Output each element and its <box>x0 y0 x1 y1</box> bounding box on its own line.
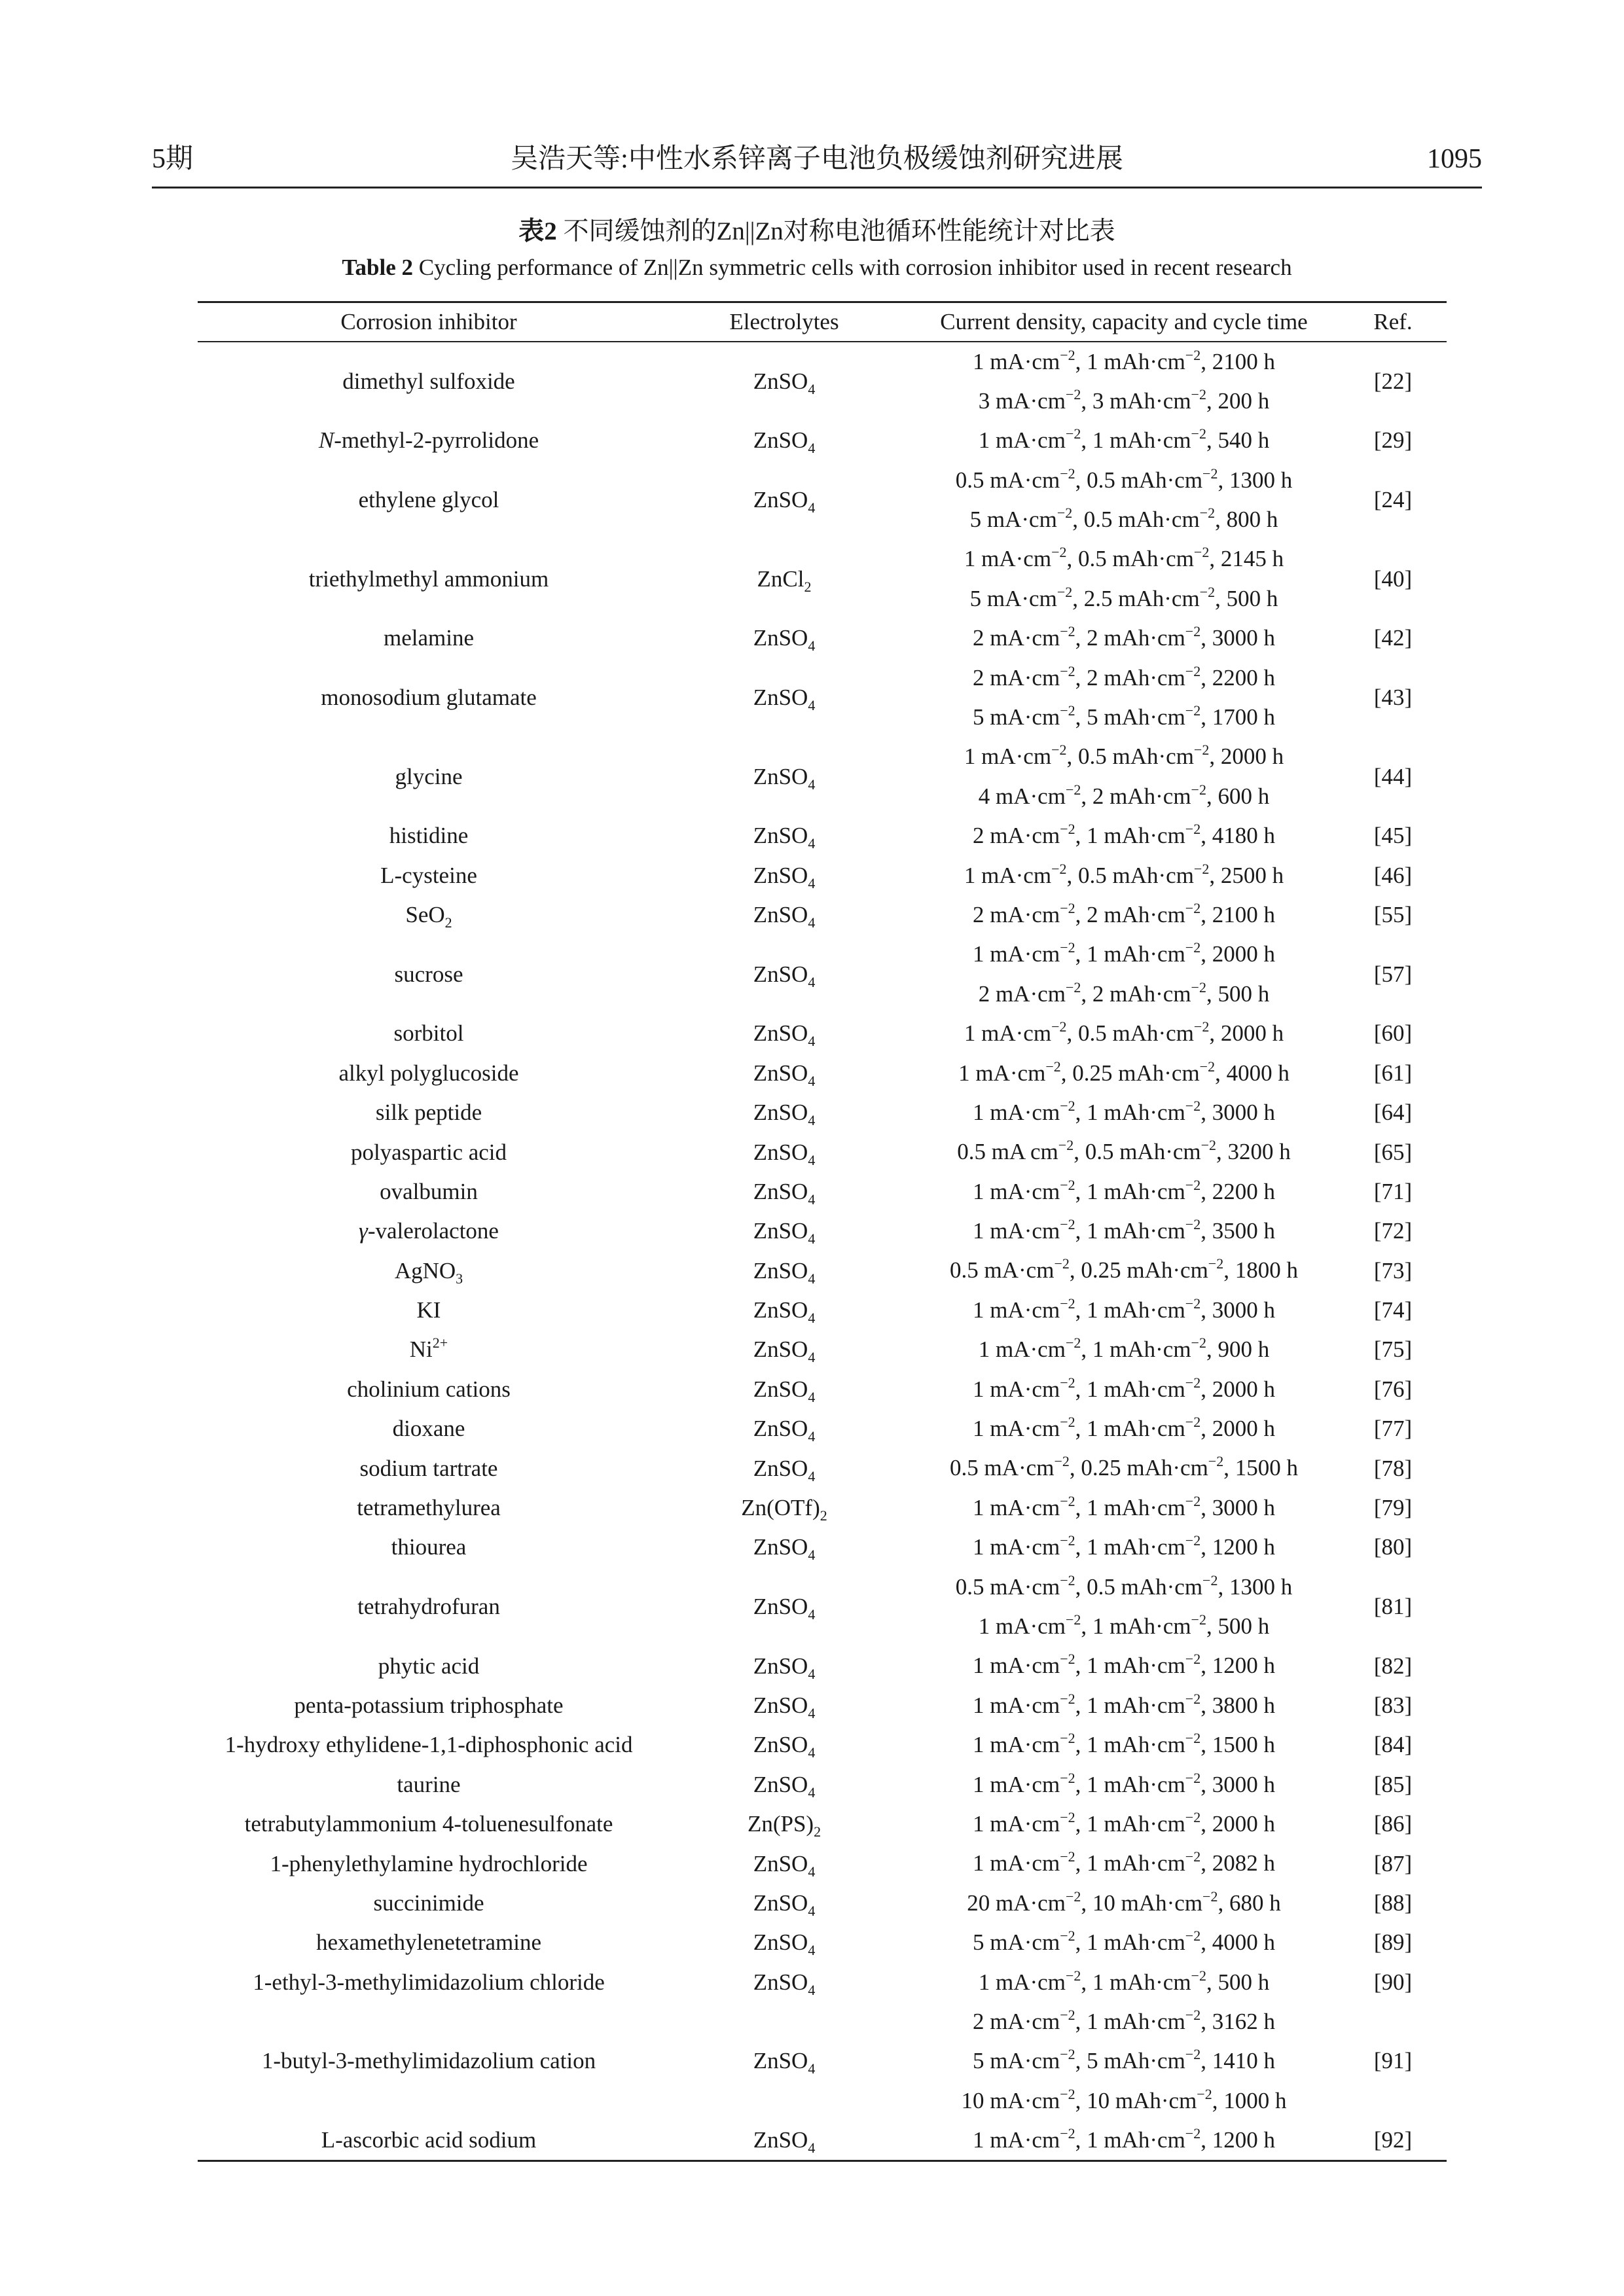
inhibitor-cell: SeO$_2$ <box>405 902 452 931</box>
electrolyte-cell: ZnSO$_4$ <box>753 2127 816 2157</box>
condition-line: 20 $mA\cdot cm^{-2}$, 10 $mAh\cdot cm^{-2}$, 680 h <box>967 1888 1281 1916</box>
ref-cell: [40] <box>1373 565 1413 592</box>
inhibitor-cell: γ-valerolactone <box>359 1218 499 1244</box>
ref-cell: [64] <box>1373 1100 1413 1126</box>
conditions-cell <box>909 1409 1339 1448</box>
conditions-cell <box>909 816 1339 855</box>
electrolyte-cell: ZnSO$_4$ <box>753 368 816 397</box>
conditions-cell <box>909 1963 1339 2002</box>
inhibitor-cell: taurine <box>397 1771 461 1797</box>
condition-line: 1 $mA\cdot cm^{-2}$, 1 $mAh\cdot cm^{-2}$, 500 h <box>978 1967 1270 1995</box>
conditions-cell <box>909 1568 1339 1647</box>
ref-cell: [61] <box>1373 1060 1413 1086</box>
table-row <box>198 1448 1447 1488</box>
ref-cell: [84] <box>1373 1732 1413 1758</box>
electrolyte-cell: ZnSO$_4$ <box>753 1653 816 1682</box>
ref-cell: [82] <box>1373 1653 1413 1679</box>
condition-line: 1 $mA\cdot cm^{-2}$, 1 $mAh\cdot cm^{-2}$, 2000 h <box>973 1414 1275 1442</box>
ref-cell: [71] <box>1373 1178 1413 1204</box>
electrolyte-cell: ZnSO$_4$ <box>753 1969 816 1998</box>
running-head <box>152 141 1482 188</box>
condition-line: 0.5 $mA\cdot cm^{-2}$, 0.25 $mAh\cdot cm^{-2}$, 1500 h <box>950 1453 1298 1481</box>
table-row <box>198 895 1447 935</box>
inhibitor-cell: L-ascorbic acid sodium <box>321 2127 537 2153</box>
table-row <box>198 539 1447 619</box>
table-row <box>198 461 1447 540</box>
conditions-cell <box>909 1528 1339 1567</box>
condition-line: 10 $mA\cdot cm^{-2}$, 10 $mAh\cdot cm^{-2}$, 1000 h <box>961 2085 1287 2113</box>
conditions-cell <box>909 2121 1339 2161</box>
inhibitor-cell: ovalbumin <box>380 1178 478 1204</box>
conditions-cell <box>909 1211 1339 1251</box>
condition-line: 1 $mA\cdot cm^{-2}$, 0.5 $mAh\cdot cm^{-2}$, 2145 h <box>964 544 1284 572</box>
ref-cell: [57] <box>1373 961 1413 987</box>
table-row <box>198 2002 1447 2121</box>
ref-cell: [22] <box>1373 368 1413 394</box>
condition-line: 2 $mA\cdot cm^{-2}$, 2 $mAh\cdot cm^{-2}$, 500 h <box>978 978 1270 1007</box>
conditions-cell <box>909 1884 1339 1923</box>
conditions-cell <box>909 737 1339 816</box>
condition-line: 1 $mA\cdot cm^{-2}$, 1 $mAh\cdot cm^{-2}$, 1200 h <box>973 1651 1275 1679</box>
ref-cell: [77] <box>1373 1416 1413 1442</box>
performance-table <box>198 301 1447 2162</box>
condition-line: 1 $mA\cdot cm^{-2}$, 1 $mAh\cdot cm^{-2}$, 2100 h <box>973 346 1275 374</box>
table-row <box>198 1251 1447 1290</box>
conditions-cell <box>909 1132 1339 1172</box>
inhibitor-cell: hexamethylenetetramine <box>316 1929 541 1956</box>
ref-cell: [60] <box>1373 1020 1413 1047</box>
table-caption-chinese: 表2 不同缓蚀剂的Zn||Zn对称电池循环性能统计对比表 <box>518 217 1115 245</box>
electrolyte-cell: ZnSO$_4$ <box>753 2048 816 2077</box>
ref-cell: [74] <box>1373 1297 1413 1323</box>
table-row <box>198 1370 1447 1409</box>
inhibitor-cell: triethylmethyl ammonium <box>308 565 549 592</box>
ref-cell: [44] <box>1373 763 1413 789</box>
electrolyte-cell: ZnSO$_4$ <box>753 487 816 516</box>
inhibitor-cell: phytic acid <box>378 1653 480 1679</box>
condition-line: 5 $mA\cdot cm^{-2}$, 1 $mAh\cdot cm^{-2}$, 4000 h <box>973 1928 1275 1956</box>
conditions-cell <box>909 1291 1339 1330</box>
condition-line: 1 $mA\cdot cm^{-2}$, 1 $mAh\cdot cm^{-2}$, 540 h <box>978 425 1270 454</box>
electrolyte-cell: $Zn(PS)_2$ <box>747 1811 821 1840</box>
ref-cell: [86] <box>1373 1811 1413 1837</box>
table-row <box>198 1646 1447 1685</box>
table-row <box>198 1568 1447 1647</box>
condition-line: 1 $mA\cdot cm^{-2}$, 0.5 $mAh\cdot cm^{-2}$, 2000 h <box>964 742 1284 770</box>
condition-line: 5 $mA\cdot cm^{-2}$, 5 $mAh\cdot cm^{-2}$, 1410 h <box>973 2046 1275 2074</box>
conditions-cell <box>909 461 1339 540</box>
table-row <box>198 1291 1447 1330</box>
inhibitor-cell: 1-ethyl-3-methylimidazolium chloride <box>253 1969 605 1995</box>
table-row <box>198 658 1447 738</box>
condition-line: 2 $mA\cdot cm^{-2}$, 2 $mAh\cdot cm^{-2}$, 2200 h <box>973 662 1275 691</box>
table-row <box>198 1884 1447 1923</box>
ref-cell: [46] <box>1373 862 1413 888</box>
table-row <box>198 816 1447 855</box>
electrolyte-cell: ZnSO$_4$ <box>753 685 816 714</box>
electrolyte-cell: ZnSO$_4$ <box>753 1139 816 1168</box>
issue-number: 5期 <box>152 144 194 174</box>
table-row <box>198 1765 1447 1804</box>
inhibitor-cell: N-methyl-2-pyrrolidone <box>318 427 539 454</box>
electrolyte-cell: ZnSO$_4$ <box>753 1060 816 1089</box>
conditions-cell <box>909 1251 1339 1290</box>
condition-line: 1 $mA\cdot cm^{-2}$, 1 $mAh\cdot cm^{-2}$, 900 h <box>978 1335 1270 1363</box>
header-electrolytes: Electrolytes <box>729 308 839 334</box>
inhibitor-cell: glycine <box>395 763 463 789</box>
ref-cell: [75] <box>1373 1336 1413 1363</box>
ref-cell: [55] <box>1373 902 1413 928</box>
ref-cell: [90] <box>1373 1969 1413 1995</box>
condition-line: 1 $mA\cdot cm^{-2}$, 0.5 $mAh\cdot cm^{-2}$, 2000 h <box>964 1018 1284 1047</box>
table-row <box>198 342 1447 422</box>
conditions-cell <box>909 658 1339 738</box>
inhibitor-cell: tetramethylurea <box>357 1495 501 1521</box>
ref-cell: [42] <box>1373 625 1413 651</box>
header-ref: Ref. <box>1373 308 1413 334</box>
electrolyte-cell: ZnSO$_4$ <box>753 625 816 655</box>
conditions-cell <box>909 1765 1339 1804</box>
running-title: 吴浩天等:中性水系锌离子电池负极缓蚀剂研究进展 <box>511 144 1123 174</box>
table-row <box>198 1923 1447 1962</box>
condition-line: 0.5 $mA\cdot cm^{-2}$, 0.5 $mAh\cdot cm^{-2}$, 1300 h <box>955 1571 1293 1600</box>
inhibitor-cell: $Ni^{2+}$ <box>409 1335 448 1363</box>
table-row <box>198 1686 1447 1725</box>
electrolyte-cell: ZnSO$_4$ <box>753 862 816 891</box>
electrolyte-cell: ZnSO$_4$ <box>753 1850 816 1880</box>
conditions-cell <box>909 1686 1339 1725</box>
ref-cell: [29] <box>1373 427 1413 454</box>
electrolyte-cell: ZnCl$_2$ <box>757 565 812 595</box>
table-row <box>198 737 1447 816</box>
electrolyte-cell: ZnSO$_4$ <box>753 1594 816 1623</box>
inhibitor-cell: histidine <box>389 823 469 849</box>
conditions-cell <box>909 1923 1339 1962</box>
condition-line: 2 $mA\cdot cm^{-2}$, 2 $mAh\cdot cm^{-2}$, 2100 h <box>973 899 1275 927</box>
conditions-cell <box>909 1330 1339 1369</box>
condition-line: 1 $mA\cdot cm^{-2}$, 1 $mAh\cdot cm^{-2}$, 3000 h <box>973 1097 1275 1125</box>
ref-cell: [92] <box>1373 2127 1413 2153</box>
electrolyte-cell: ZnSO$_4$ <box>753 902 816 931</box>
table-row <box>198 1014 1447 1053</box>
ref-cell: [83] <box>1373 1692 1413 1718</box>
inhibitor-cell: dimethyl sulfoxide <box>342 368 515 394</box>
electrolyte-cell: ZnSO$_4$ <box>753 1534 816 1564</box>
ref-cell: [89] <box>1373 1929 1413 1956</box>
condition-line: 1 $mA\cdot cm^{-2}$, 1 $mAh\cdot cm^{-2}$, 2000 h <box>973 1374 1275 1402</box>
table-row <box>198 1172 1447 1211</box>
table-row <box>198 1725 1447 1765</box>
ref-cell: [80] <box>1373 1534 1413 1560</box>
inhibitor-cell: AgNO$_3$ <box>394 1257 463 1287</box>
page-number: 1095 <box>1427 144 1482 174</box>
conditions-cell <box>909 539 1339 619</box>
ref-cell: [88] <box>1373 1890 1413 1916</box>
condition-line: 1 $mA\cdot cm^{-2}$, 0.25 $mAh\cdot cm^{-2}$, 4000 h <box>958 1058 1290 1086</box>
electrolyte-cell: ZnSO$_4$ <box>753 823 816 852</box>
condition-line: 1 $mA\cdot cm^{-2}$, 1 $mAh\cdot cm^{-2}$, 1200 h <box>973 1532 1275 1560</box>
condition-line: 2 $mA\cdot cm^{-2}$, 2 $mAh\cdot cm^{-2}$, 3000 h <box>973 623 1275 651</box>
table-row <box>198 619 1447 658</box>
condition-line: 1 $mA\cdot cm^{-2}$, 1 $mAh\cdot cm^{-2}$, 2200 h <box>973 1176 1275 1204</box>
header-corrosion-inhibitor: Corrosion inhibitor <box>340 308 517 334</box>
conditions-cell <box>909 421 1339 460</box>
conditions-cell <box>909 1172 1339 1211</box>
table-row <box>198 1488 1447 1528</box>
condition-line: 1 $mA\cdot cm^{-2}$, 1 $mAh\cdot cm^{-2}$, 3000 h <box>973 1295 1275 1323</box>
table-row <box>198 1844 1447 1883</box>
conditions-cell <box>909 1093 1339 1132</box>
condition-line: 1 $mA\cdot cm^{-2}$, 1 $mAh\cdot cm^{-2}$, 2082 h <box>973 1848 1275 1876</box>
conditions-cell <box>909 1448 1339 1488</box>
condition-line: 4 $mA\cdot cm^{-2}$, 2 $mAh\cdot cm^{-2}$, 600 h <box>978 781 1270 809</box>
conditions-cell <box>909 2002 1339 2121</box>
conditions-cell <box>909 935 1339 1014</box>
condition-line: 5 $mA\cdot cm^{-2}$, 5 $mAh\cdot cm^{-2}$, 1700 h <box>973 702 1275 730</box>
inhibitor-cell: tetrabutylammonium 4-toluenesulfonate <box>244 1811 613 1837</box>
ref-cell: [85] <box>1373 1771 1413 1797</box>
condition-line: 1 $mA\cdot cm^{-2}$, 1 $mAh\cdot cm^{-2}$, 3000 h <box>973 1492 1275 1520</box>
inhibitor-cell: alkyl polyglucoside <box>338 1060 519 1086</box>
conditions-cell <box>909 1804 1339 1844</box>
ref-cell: [43] <box>1373 685 1413 711</box>
inhibitor-cell: 1-hydroxy ethylidene-1,1-diphosphonic acid <box>225 1732 633 1758</box>
condition-line: 5 $mA\cdot cm^{-2}$, 0.5 $mAh\cdot cm^{-2}$, 800 h <box>969 505 1278 533</box>
inhibitor-cell: 1-butyl-3-methylimidazolium cation <box>261 2048 596 2074</box>
condition-line: 0.5 mA $cm^{-2}$, 0.5 $mAh\cdot cm^{-2}$, 3200 h <box>957 1137 1291 1165</box>
inhibitor-cell: monosodium glutamate <box>321 685 537 711</box>
ref-cell: [81] <box>1373 1594 1413 1619</box>
condition-line: 1 $mA\cdot cm^{-2}$, 0.5 $mAh\cdot cm^{-2}$, 2500 h <box>964 860 1284 888</box>
conditions-cell <box>909 895 1339 935</box>
electrolyte-cell: ZnSO$_4$ <box>753 1218 816 1247</box>
electrolyte-cell: ZnSO$_4$ <box>753 1455 816 1484</box>
electrolyte-cell: ZnSO$_4$ <box>753 1376 816 1405</box>
table-row <box>198 2121 1447 2161</box>
electrolyte-cell: ZnSO$_4$ <box>753 1929 816 1959</box>
ref-cell: [78] <box>1373 1455 1413 1481</box>
electrolyte-cell: ZnSO$_4$ <box>753 1257 816 1287</box>
ref-cell: [65] <box>1373 1139 1413 1165</box>
condition-line: 2 $mA\cdot cm^{-2}$, 1 $mAh\cdot cm^{-2}$, 4180 h <box>973 821 1275 849</box>
condition-line: 1 $mA\cdot cm^{-2}$, 1 $mAh\cdot cm^{-2}$, 500 h <box>978 1611 1270 1639</box>
electrolyte-cell: ZnSO$_4$ <box>753 1732 816 1761</box>
electrolyte-cell: ZnSO$_4$ <box>753 763 816 793</box>
table-header-row <box>198 302 1447 342</box>
conditions-cell <box>909 1488 1339 1528</box>
inhibitor-cell: succinimide <box>373 1890 484 1916</box>
inhibitor-cell: thiourea <box>391 1534 467 1560</box>
table-row <box>198 1054 1447 1093</box>
electrolyte-cell: ZnSO$_4$ <box>753 961 816 990</box>
conditions-cell <box>909 1014 1339 1053</box>
table-row <box>198 1409 1447 1448</box>
inhibitor-cell: melamine <box>383 625 474 651</box>
ref-cell: [72] <box>1373 1218 1413 1244</box>
electrolyte-cell: ZnSO$_4$ <box>753 1297 816 1327</box>
inhibitor-cell: cholinium cations <box>347 1376 511 1402</box>
condition-line: 2 $mA\cdot cm^{-2}$, 1 $mAh\cdot cm^{-2}$, 3162 h <box>973 2006 1275 2034</box>
table-row <box>198 421 1447 460</box>
table-row <box>198 1211 1447 1251</box>
inhibitor-cell: sodium tartrate <box>359 1455 498 1481</box>
condition-line: 1 $mA\cdot cm^{-2}$, 1 $mAh\cdot cm^{-2}$, 1500 h <box>973 1730 1275 1758</box>
conditions-cell <box>909 856 1339 895</box>
electrolyte-cell: $Zn(OTf)_2$ <box>741 1495 827 1524</box>
condition-line: 5 $mA\cdot cm^{-2}$, 2.5 $mAh\cdot cm^{-2}$, 500 h <box>969 583 1278 611</box>
conditions-cell <box>909 1844 1339 1883</box>
condition-line: 1 $mA\cdot cm^{-2}$, 1 $mAh\cdot cm^{-2}$, 2000 h <box>973 939 1275 967</box>
conditions-cell <box>909 1054 1339 1093</box>
conditions-cell <box>909 1725 1339 1765</box>
condition-line: 3 $mA\cdot cm^{-2}$, 3 $mAh\cdot cm^{-2}$, 200 h <box>978 386 1270 414</box>
inhibitor-cell: tetrahydrofuran <box>357 1594 500 1619</box>
condition-line: 1 $mA\cdot cm^{-2}$, 1 $mAh\cdot cm^{-2}$, 3500 h <box>973 1216 1275 1244</box>
inhibitor-cell: 1-phenylethylamine hydrochloride <box>270 1850 588 1876</box>
condition-line: 1 $mA\cdot cm^{-2}$, 1 $mAh\cdot cm^{-2}$, 3000 h <box>973 1769 1275 1797</box>
electrolyte-cell: ZnSO$_4$ <box>753 1336 816 1366</box>
header-conditions: Current density, capacity and cycle time <box>940 308 1308 334</box>
electrolyte-cell: ZnSO$_4$ <box>753 1020 816 1050</box>
inhibitor-cell: ethylene glycol <box>358 487 499 513</box>
ref-cell: [24] <box>1373 487 1413 513</box>
table-body <box>198 342 1447 2161</box>
inhibitor-cell: polyaspartic acid <box>350 1139 507 1165</box>
inhibitor-cell: penta-potassium triphosphate <box>294 1692 564 1718</box>
ref-cell: [87] <box>1373 1850 1413 1876</box>
electrolyte-cell: ZnSO$_4$ <box>753 1771 816 1801</box>
table-row <box>198 1093 1447 1132</box>
table-caption-english: Table 2 Cycling performance of Zn||Zn symmetric cells with corrosion inhibitor used in recent research <box>342 255 1292 280</box>
table-row <box>198 1963 1447 2002</box>
ref-cell: [45] <box>1373 823 1413 849</box>
inhibitor-cell: silk peptide <box>375 1100 482 1126</box>
condition-line: 1 $mA\cdot cm^{-2}$, 1 $mAh\cdot cm^{-2}$, 2000 h <box>973 1808 1275 1837</box>
table-row <box>198 856 1447 895</box>
electrolyte-cell: ZnSO$_4$ <box>753 1416 816 1445</box>
condition-line: 1 $mA\cdot cm^{-2}$, 1 $mAh\cdot cm^{-2}$, 3800 h <box>973 1690 1275 1718</box>
condition-line: 1 $mA\cdot cm^{-2}$, 1 $mAh\cdot cm^{-2}$, 1200 h <box>973 2125 1275 2153</box>
conditions-cell <box>909 1646 1339 1685</box>
electrolyte-cell: ZnSO$_4$ <box>753 427 816 457</box>
inhibitor-cell: sucrose <box>394 961 463 987</box>
electrolyte-cell: ZnSO$_4$ <box>753 1178 816 1208</box>
inhibitor-cell: sorbitol <box>393 1020 464 1047</box>
inhibitor-cell: dioxane <box>392 1416 465 1442</box>
table-row <box>198 935 1447 1014</box>
ref-cell: [79] <box>1373 1495 1413 1521</box>
conditions-cell <box>909 619 1339 658</box>
inhibitor-cell: KI <box>416 1297 441 1323</box>
ref-cell: [73] <box>1373 1257 1413 1283</box>
condition-line: 0.5 $mA\cdot cm^{-2}$, 0.25 $mAh\cdot cm^{-2}$, 1800 h <box>950 1255 1298 1283</box>
table-row <box>198 1330 1447 1369</box>
ref-cell: [91] <box>1373 2048 1413 2074</box>
conditions-cell <box>909 342 1339 422</box>
ref-cell: [76] <box>1373 1376 1413 1402</box>
table-row <box>198 1132 1447 1172</box>
electrolyte-cell: ZnSO$_4$ <box>753 1890 816 1919</box>
table-row <box>198 1804 1447 1844</box>
table-row <box>198 1528 1447 1567</box>
conditions-cell <box>909 1370 1339 1409</box>
electrolyte-cell: ZnSO$_4$ <box>753 1692 816 1721</box>
electrolyte-cell: ZnSO$_4$ <box>753 1100 816 1129</box>
inhibitor-cell: L-cysteine <box>380 862 477 888</box>
condition-line: 0.5 $mA\cdot cm^{-2}$, 0.5 $mAh\cdot cm^{-2}$, 1300 h <box>955 465 1293 493</box>
